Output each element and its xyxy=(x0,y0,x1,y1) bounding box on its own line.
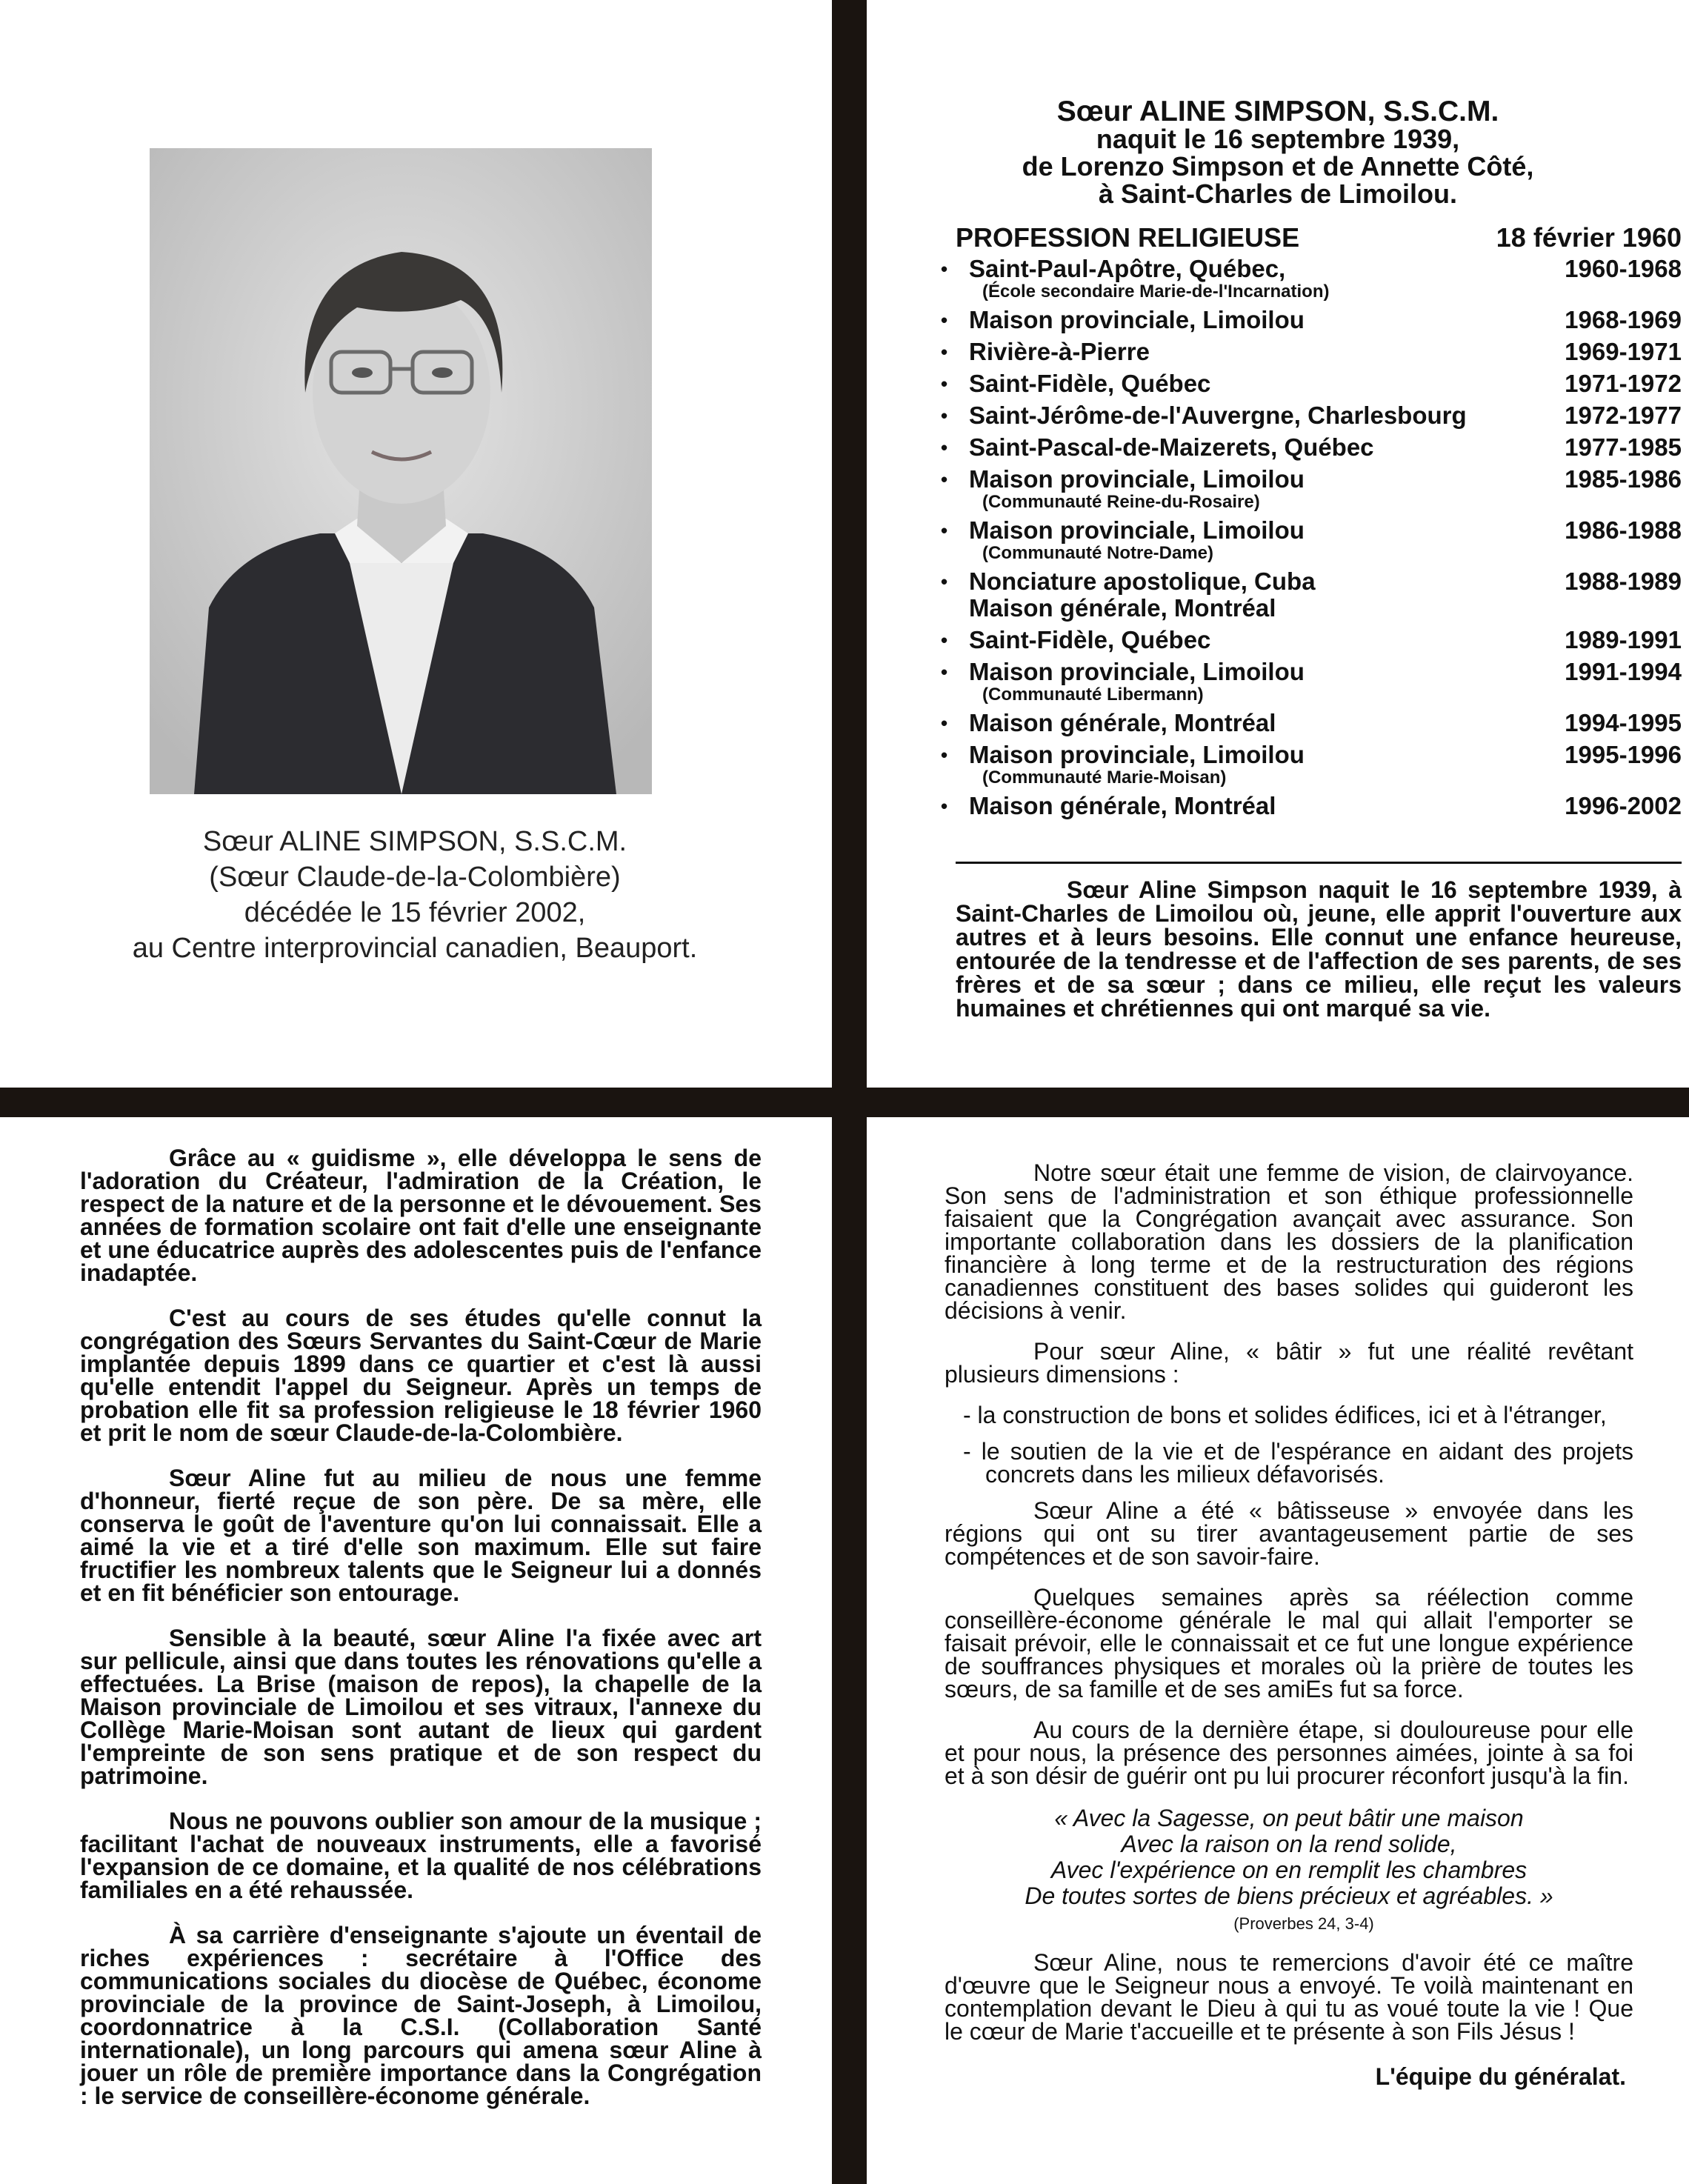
paragraph: À sa carrière d'enseignante s'ajoute un éventail de riches expériences : secrétaire à l'Office des communications sociales du diocèse de Québec, économe provinciale de la province de Saint-Joseph, à Limoilou, coordonnatrice à la C.S.I. (Collaboration Santé internationale), un long parcours qui amena sœur Aline à jouer un rôle de première importance dans la Congrégation : le service de conseillère-économe générale. xyxy=(80,1922,762,2109)
assignment-place: Rivière-à-Pierre xyxy=(969,338,1150,365)
list-item xyxy=(941,256,1682,302)
assignment-years: 1968-1969 xyxy=(1565,306,1682,333)
bullet: • xyxy=(941,373,948,395)
caption-death-date: décédée le 15 février 2002, xyxy=(244,897,586,928)
assignment-place: Saint-Paul-Apôtre, Québec, xyxy=(969,255,1286,282)
header-parents: de Lorenzo Simpson et de Annette Côté, xyxy=(1022,151,1534,182)
bullet: • xyxy=(941,404,948,427)
assignment-place: Maison provinciale, Limoilou xyxy=(969,741,1305,768)
list-item xyxy=(941,402,1682,429)
quote-line: « Avec la Sagesse, on peut bâtir une maison xyxy=(1054,1805,1524,1831)
header-birth: naquit le 16 septembre 1939, xyxy=(1096,124,1460,154)
assignment-place: Maison provinciale, Limoilou xyxy=(969,516,1305,544)
assignment-sub: (Communauté Marie-Moisan) xyxy=(982,768,1227,788)
paragraph: Pour sœur Aline, « bâtir » fut une réalité revêtant plusieurs dimensions : xyxy=(945,1338,1633,1388)
assignment-years: 1972-1977 xyxy=(1565,402,1682,429)
assignment-years: 1977-1985 xyxy=(1565,433,1682,461)
portrait-photo xyxy=(150,148,652,794)
left-text-column xyxy=(80,1147,762,2130)
quote-line: Avec l'expérience on en remplit les chambres xyxy=(1050,1857,1528,1883)
paragraph: Quelques semaines après sa réélection comme conseillère-économe générale le mal qui allait l'emporter se faisait prévoir, elle le connaissait et ce fut une longue expérience de souffrances physiques et morales où la prière de toutes les sœurs, de sa famille et de ses amiEs fut sa force. xyxy=(945,1584,1633,1702)
list-item xyxy=(941,793,1682,819)
bullet: • xyxy=(941,258,948,280)
bio-intro: Sœur Aline Simpson naquit le 16 septembre 1939, à Saint-Charles de Limoilou où, jeune, elle apprit l'ouverture aux autres et à leurs besoins. Elle connut une enfance heureuse, entourée de la tendresse et de l'affection de ses parents, de ses frères et de sa sœur ; dans ce milieu, elle reçut les valeurs humaines et chrétiennes qui ont marqué sa vie. xyxy=(956,876,1682,1022)
section-divider xyxy=(956,862,1682,864)
assignment-sub: (Communauté Reine-du-Rosaire) xyxy=(982,492,1260,512)
list-item xyxy=(941,659,1682,705)
assignment-place: Saint-Jérôme-de-l'Auvergne, Charlesbourg xyxy=(969,402,1467,429)
bullet: • xyxy=(941,795,948,817)
list-item xyxy=(941,710,1682,736)
horizontal-divider-bar xyxy=(0,1088,1689,1117)
profession-date: 18 février 1960 xyxy=(1496,222,1682,253)
assignment-years: 1991-1994 xyxy=(1565,658,1682,685)
assignment-sub: (Communauté Notre-Dame) xyxy=(982,543,1214,563)
assignment-sub: (Communauté Libermann) xyxy=(982,685,1204,705)
bullet: • xyxy=(941,436,948,459)
paragraph: Notre sœur était une femme de vision, de clairvoyance. Son sens de l'administration et son éthique professionnelle faisaient que la Congrégation avançait avec assurance. Son importante collaboration dans les dossiers de la planification financière à long terme et de la restructuration des régions canadiennes constituent des bases solides qui guideront les décisions à venir. xyxy=(945,1159,1633,1324)
quote-line: De toutes sortes de biens précieux et agréables. » xyxy=(1025,1882,1553,1909)
caption-religious-name: (Sœur Claude-de-la-Colombière) xyxy=(209,862,621,893)
paragraph: Sœur Aline a été « bâtisseuse » envoyée dans les régions qui ont su tirer avantageusement partie de ses compétences et de son savoir-faire. xyxy=(945,1497,1633,1570)
right-text-column xyxy=(945,1159,1633,2090)
list-item xyxy=(941,307,1682,333)
assignment-place-2: Maison générale, Montréal xyxy=(969,594,1276,622)
list-item xyxy=(941,466,1682,512)
bullet: • xyxy=(941,744,948,766)
assignment-place: Maison générale, Montréal xyxy=(969,709,1276,736)
panel-biography-summary xyxy=(867,0,1689,1088)
assignment-years: 1988-1989 xyxy=(1565,567,1682,595)
paragraph: Grâce au « guidisme », elle développa le sens de l'adoration du Créateur, l'admiration de la Création, le respect de la nature et de la personne et le dévouement. Ses années de formation scolaire ont fait d'elle une enseignante et une éducatrice auprès des adolescentes puis de l'enfance inadaptée. xyxy=(80,1145,762,1286)
quote-line: Avec la raison on la rend solide, xyxy=(1121,1831,1457,1857)
assignment-years: 1971-1972 xyxy=(1565,370,1682,397)
assignment-place: Saint-Fidèle, Québec xyxy=(969,370,1211,397)
bullet: • xyxy=(941,570,948,593)
panel-biography-left xyxy=(0,1117,832,2184)
assignment-years: 1986-1988 xyxy=(1565,516,1682,544)
list-item xyxy=(941,370,1682,397)
scripture-quote xyxy=(945,1805,1633,1909)
caption-place: au Centre interprovincial canadien, Beauport. xyxy=(132,933,698,964)
bullet: • xyxy=(941,712,948,734)
assignment-place: Maison générale, Montréal xyxy=(969,792,1276,819)
paragraph: Nous ne pouvons oublier son amour de la musique ; facilitant l'achat de nouveaux instruments, elle a favorisé l'expansion de ce domaine, et la qualité de nos célébrations familiales en a été rehaussée. xyxy=(80,1808,762,1903)
header-birthplace: à Saint-Charles de Limoilou. xyxy=(1098,179,1458,209)
header-name: Sœur ALINE SIMPSON, S.S.C.M. xyxy=(1056,96,1499,127)
assignment-sub: (École secondaire Marie-de-l'Incarnation) xyxy=(982,282,1330,302)
list-item xyxy=(941,434,1682,461)
paragraph: Sœur Aline fut au milieu de nous une femme d'honneur, fierté reçue de son père. De sa mère, elle conserva le goût de l'aventure qu'on lui connaissait. Elle a aimé la vie et a tiré d'elle son maximum. Elle sut faire fructifier les nombreux talents que le Seigneur lui a donnés et en fit bénéficier son entourage. xyxy=(80,1465,762,1606)
assignment-place: Saint-Pascal-de-Maizerets, Québec xyxy=(969,433,1374,461)
list-item xyxy=(941,517,1682,563)
assignment-years: 1995-1996 xyxy=(1565,741,1682,768)
dash-item: - le soutien de la vie et de l'espérance en aidant des projets concrets dans les milieux défavorisés. xyxy=(963,1438,1633,1488)
dash-item: - la construction de bons et solides édifices, ici et à l'étranger, xyxy=(963,1402,1607,1428)
bullet: • xyxy=(941,309,948,331)
bullet: • xyxy=(941,661,948,683)
signature: L'équipe du généralat. xyxy=(1375,2063,1626,2090)
assignment-place: Saint-Fidèle, Québec xyxy=(969,626,1211,653)
panel-biography-right xyxy=(867,1117,1689,2184)
profession-label: PROFESSION RELIGIEUSE xyxy=(956,222,1300,253)
assignment-place: Nonciature apostolique, Cuba xyxy=(969,567,1316,595)
assignment-place: Maison provinciale, Limoilou xyxy=(969,306,1305,333)
caption-name: Sœur ALINE SIMPSON, S.S.C.M. xyxy=(202,826,627,857)
assignment-place: Maison provinciale, Limoilou xyxy=(969,465,1305,493)
assignment-years: 1985-1986 xyxy=(1565,465,1682,493)
assignment-place: Maison provinciale, Limoilou xyxy=(969,658,1305,685)
paragraph: Sensible à la beauté, sœur Aline l'a fixée avec art sur pellicule, ainsi que dans toutes les rénovations qu'elle a effectuées. La Brise (maison de repos), la chapelle de la Maison provinciale de Limoilou et ses vitraux, l'annexe du Collège Marie-Moisan sont autant de lieux qui gardent l'empreinte de son sens pratique et de son respect du patrimoine. xyxy=(80,1625,762,1789)
paragraph: C'est au cours de ses études qu'elle connut la congrégation des Sœurs Servantes du Saint-Cœur de Marie implantée depuis 1899 dans ce quartier et c'est là aussi qu'elle entendit l'appel du Seigneur. Après un temps de probation elle fit sa profession religieuse le 18 février 1960 et prit le nom de sœur Claude-de-la-Colombière. xyxy=(80,1305,762,1446)
assignment-years: 1969-1971 xyxy=(1565,338,1682,365)
assignment-years: 1996-2002 xyxy=(1565,792,1682,819)
quote-reference: (Proverbes 24, 3-4) xyxy=(1233,1914,1374,1933)
list-item xyxy=(941,742,1682,788)
bullet: • xyxy=(941,519,948,542)
list-item xyxy=(941,339,1682,365)
assignment-years: 1989-1991 xyxy=(1565,626,1682,653)
panel-portrait xyxy=(0,0,832,1088)
paragraph: Au cours de la dernière étape, si douloureuse pour elle et pour nous, la présence des personnes aimées, jointe à sa foi et à son désir de guérir ont pu lui procurer réconfort jusqu'à la fin. xyxy=(945,1717,1633,1789)
bullet: • xyxy=(941,468,948,490)
bullet: • xyxy=(941,341,948,363)
assignment-list xyxy=(941,256,1682,825)
list-item xyxy=(941,627,1682,653)
paragraph: Sœur Aline, nous te remercions d'avoir été ce maître d'œuvre que le Seigneur nous a envoyé. Te voilà maintenant en contemplation devant le Dieu à qui tu as voué toute la vie ! Que le cœur de Marie t'accueille et te présente à son Fils Jésus ! xyxy=(945,1949,1633,2045)
bullet: • xyxy=(941,629,948,651)
list-item xyxy=(941,568,1682,622)
photo-caption xyxy=(44,824,785,966)
header-block xyxy=(867,98,1689,207)
assignment-years: 1960-1968 xyxy=(1565,255,1682,282)
assignment-years: 1994-1995 xyxy=(1565,709,1682,736)
